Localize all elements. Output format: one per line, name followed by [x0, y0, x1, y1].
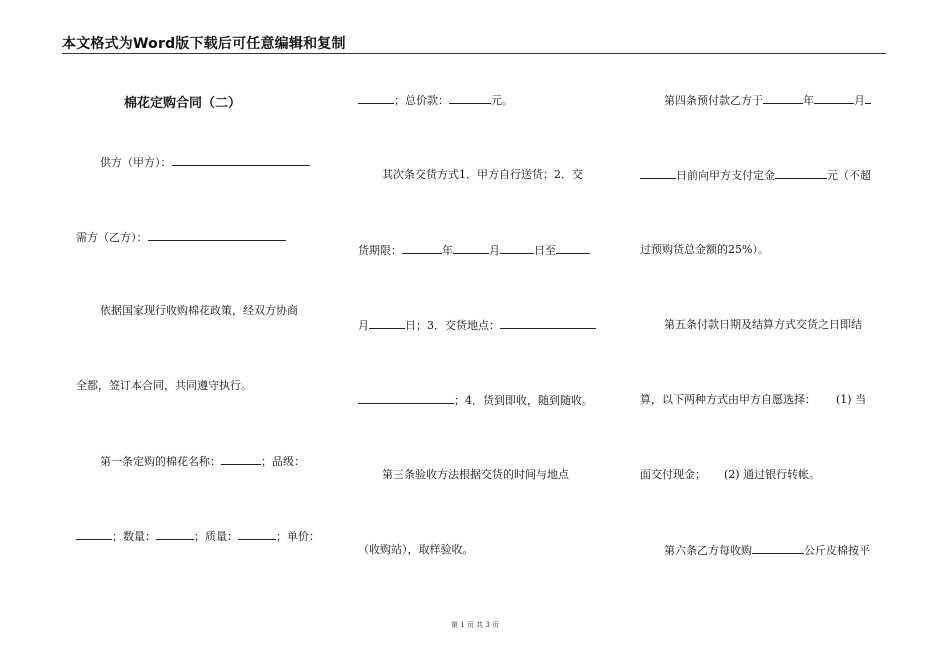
- price-label: ；单价：: [276, 530, 320, 543]
- article-5-line-3: [640, 468, 820, 482]
- article-4-line-2: [640, 168, 871, 183]
- article-2-line-4: [358, 393, 593, 408]
- article-6-label: 第六条乙方每收购: [664, 544, 752, 557]
- deposit-label: 日前向甲方支付定金: [676, 169, 775, 182]
- blank: [358, 393, 454, 404]
- article-4-label: 第四条预付款乙方于: [664, 94, 763, 107]
- supplier-label: 供方（甲方）：: [100, 156, 172, 169]
- total-price-label: ；总价款：: [394, 94, 449, 107]
- article-1-label: 第一条定购的棉花名称：: [100, 455, 221, 468]
- article-1-line-2: [76, 529, 320, 544]
- bank-option: (2) 通过银行转帐。: [724, 468, 821, 481]
- blank: [752, 543, 804, 554]
- blank: [865, 93, 871, 104]
- blank: [402, 243, 442, 254]
- col2-line-1: [358, 93, 513, 108]
- buyer-label: 需方（乙方）：: [76, 231, 148, 244]
- supplier-blank: [172, 155, 310, 166]
- delivery-place-label: 日；3．交货地点：: [405, 319, 500, 332]
- article-6-line-1: [664, 543, 870, 558]
- blank: [221, 454, 261, 465]
- grade-label: ；品级：: [261, 455, 305, 468]
- blank: [640, 168, 676, 179]
- article-4-line-1: [664, 93, 871, 108]
- article-2-line-2: [358, 243, 590, 258]
- option-1: (1) 当: [836, 393, 867, 406]
- receipt-clause: ；4．货到即收，随到随收。: [454, 394, 593, 407]
- quantity-label: ；数量：: [112, 530, 156, 543]
- delivery-period-label: 货期限：: [358, 244, 402, 257]
- blank: [449, 93, 491, 104]
- cotton-label: 公斤皮棉按平: [804, 544, 870, 557]
- article-3-line-2: （收购站），取样验收。: [358, 543, 474, 556]
- article-3-line-1: 第三条验收方法根据交货的时间与地点: [382, 468, 569, 481]
- buyer-blank: [148, 230, 286, 241]
- blank: [814, 93, 854, 104]
- blank: [763, 93, 803, 104]
- article-5-line-2: [640, 393, 866, 407]
- blank: [556, 243, 590, 254]
- limit-label: 元（不超: [827, 169, 871, 182]
- blank: [453, 243, 489, 254]
- paragraph-2: 全都，签订本合同，共同遵守执行。: [76, 379, 252, 392]
- blank: [156, 529, 194, 540]
- page-footer: 第 1 页 共 3 页: [450, 621, 500, 629]
- month-label: 月: [854, 94, 865, 107]
- yuan-label: 元。: [491, 94, 513, 107]
- blank: [358, 93, 394, 104]
- document-header: 本文格式为Word版下载后可任意编辑和复制: [62, 36, 346, 52]
- header-rule: [62, 53, 886, 54]
- cash-option: 面交付现金；: [640, 468, 706, 481]
- settlement-options: 算，以下两种方式由甲方自愿选择：: [640, 393, 816, 406]
- article-2-line-1: 其次条交货方式1．甲方自行送货；2．交: [382, 168, 583, 181]
- blank: [238, 529, 276, 540]
- month-label: 月: [489, 244, 500, 257]
- supplier-line: [100, 155, 310, 170]
- year-label: 年: [803, 94, 814, 107]
- blank: [775, 168, 827, 179]
- month-label: 月: [358, 319, 369, 332]
- article-1-line-1: [100, 454, 305, 469]
- blank: [76, 529, 112, 540]
- paragraph-1: 依据国家现行收购棉花政策，经双方协商: [100, 304, 298, 317]
- article-4-line-3: 过预购货总金额的25%）。: [640, 243, 769, 256]
- blank: [500, 243, 534, 254]
- article-2-line-3: [358, 318, 596, 333]
- blank: [369, 318, 405, 329]
- year-label: 年: [442, 244, 453, 257]
- article-5-line-1: 第五条付款日期及结算方式交货之日即结: [664, 318, 862, 331]
- day-to-label: 日至: [534, 244, 556, 257]
- document-title: 棉花定购合同（二）: [124, 96, 242, 111]
- quality-label: ；质量：: [194, 530, 238, 543]
- buyer-line: [76, 230, 286, 245]
- blank: [500, 318, 596, 329]
